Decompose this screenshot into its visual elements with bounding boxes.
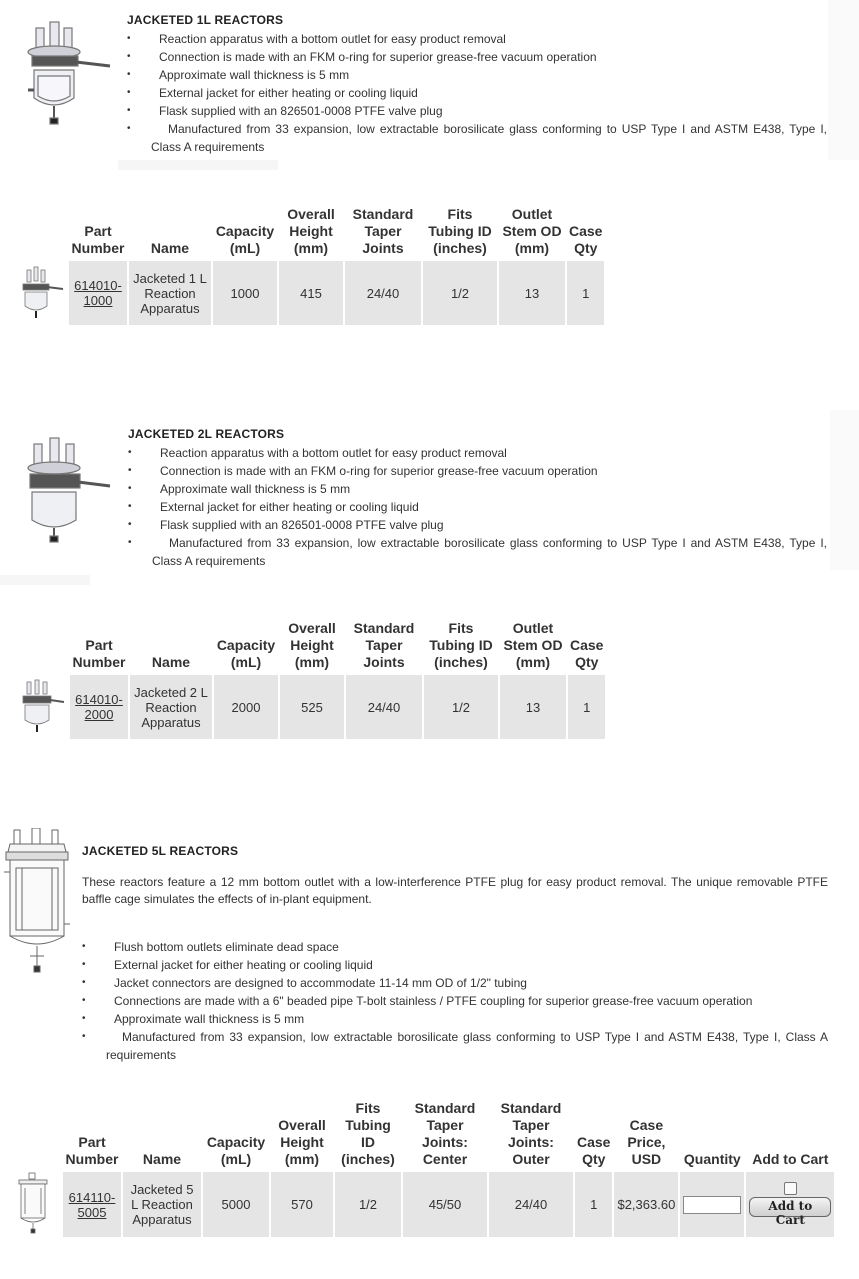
feature-item: • Reaction apparatus with a bottom outlet for easy product removal	[127, 32, 506, 46]
col-name: Name	[150, 240, 190, 256]
select-checkbox[interactable]	[784, 1182, 797, 1195]
add-to-cart-button[interactable]: Add to Cart	[749, 1197, 831, 1217]
quantity-input[interactable]	[683, 1196, 741, 1214]
reactor-1l-icon	[20, 18, 112, 130]
cell-tubing-id: 1/2	[335, 1172, 401, 1237]
col-capacity: Capacity (mL)	[206, 1134, 266, 1167]
cell-case-qty: 1	[567, 261, 604, 325]
col-outlet-od: Outlet Stem OD (mm)	[503, 620, 563, 670]
section-title-2l: JACKETED 2L REACTORS	[128, 427, 285, 441]
feature-item: • Connection is made with an FKM o-ring for superior grease-free vacuum operation	[128, 464, 598, 478]
col-capacity: Capacity (mL)	[215, 223, 275, 256]
cell-add-to-cart	[746, 1172, 834, 1237]
feature-item: • Manufactured from 33 expansion, low extractable borosilicate glass conforming to USP Type I and ASTM E438, Type I, Class A requirements	[127, 122, 827, 154]
col-overall-height: Overall Height (mm)	[288, 620, 336, 670]
part-number-link[interactable]: 614010-2000	[75, 692, 123, 722]
col-outlet-od: Outlet Stem OD (mm)	[502, 206, 562, 256]
row-thumbnail	[15, 261, 67, 325]
col-taper-center: Standard Taper Joints: Center	[414, 1100, 476, 1167]
feature-item: • Flush bottom outlets eliminate dead space	[82, 940, 339, 954]
cell-case-price: $2,363.60	[614, 1172, 678, 1237]
table-header-row	[15, 206, 604, 259]
cell-capacity: 1000	[213, 261, 277, 325]
feature-item: • External jacket for either heating or cooling liquid	[127, 86, 418, 100]
cell-name: Jacketed 1 L Reaction Apparatus	[129, 261, 211, 325]
reactor-5l-thumb-icon	[9, 1172, 59, 1234]
table-row	[15, 261, 604, 325]
part-number-link[interactable]: 614010-1000	[74, 278, 122, 308]
feature-item: • Connection is made with an FKM o-ring for superior grease-free vacuum operation	[127, 50, 597, 64]
feature-item: • Approximate wall thickness is 5 mm	[127, 68, 350, 82]
col-case-price: Case Price, USD	[627, 1117, 666, 1167]
feature-item: • Manufactured from 33 expansion, low extractable borosilicate glass conforming to USP Type I and ASTM E438, Type I, Class A requirements	[128, 536, 827, 568]
row-thumbnail	[7, 1172, 61, 1237]
cell-name: Jacketed 2 L Reaction Apparatus	[130, 675, 212, 739]
col-case-qty: Case Qty	[577, 1134, 611, 1167]
section-description-5l: These reactors feature a 12 mm bottom outlet with a low-interference PTFE plug for easy product removal. The unique removable PTFE baffle cage simulates the effects of in-plant equipment.	[82, 875, 828, 906]
col-taper-joints: Standard Taper Joints	[353, 620, 415, 670]
feature-item: • Flask supplied with an 826501-0008 PTFE valve plug	[128, 518, 444, 532]
cell-outlet-od: 13	[500, 675, 566, 739]
col-case-qty: Case Qty	[570, 637, 604, 670]
cell-name: Jacketed 5 L Reaction Apparatus	[123, 1172, 201, 1237]
cell-capacity: 2000	[214, 675, 278, 739]
col-quantity: Quantity	[683, 1151, 741, 1167]
table-header-row	[7, 1100, 834, 1170]
feature-list-2l	[128, 444, 827, 570]
product-image-1l	[20, 18, 112, 130]
col-part-number: Part Number	[72, 637, 126, 670]
reactor-2l-icon	[20, 436, 112, 546]
section-title-5l: JACKETED 5L REACTORS	[82, 844, 239, 858]
feature-item: • Jacket connectors are designed to accommodate 11-14 mm OD of 1/2" tubing	[82, 976, 527, 990]
col-name: Name	[151, 654, 191, 670]
section-title-1l: JACKETED 1L REACTORS	[127, 13, 284, 27]
col-name: Name	[142, 1151, 182, 1167]
cell-overall-height: 415	[279, 261, 343, 325]
cell-taper-center: 45/50	[403, 1172, 487, 1237]
cell-capacity: 5000	[203, 1172, 269, 1237]
part-number-link[interactable]: 614110-5005	[68, 1189, 116, 1220]
product-table-2l	[14, 618, 607, 741]
product-table-5l	[5, 1098, 836, 1239]
table-row	[7, 1172, 834, 1237]
col-part-number: Part Number	[65, 1134, 119, 1167]
feature-item: • Reaction apparatus with a bottom outlet for easy product removal	[128, 446, 507, 460]
feature-list-5l	[82, 938, 828, 1064]
col-taper-joints: Standard Taper Joints	[352, 206, 414, 256]
product-table-1l	[13, 204, 606, 327]
col-overall-height: Overall Height (mm)	[287, 206, 335, 256]
feature-item: • Approximate wall thickness is 5 mm	[128, 482, 351, 496]
table-header-row	[16, 620, 605, 673]
product-image-5l	[4, 828, 70, 974]
feature-item: • Connections are made with a 6" beaded pipe T-bolt stainless / PTFE coupling for superior grease-free vacuum operation	[82, 994, 753, 1008]
cell-quantity	[680, 1172, 744, 1237]
cell-taper-joints: 24/40	[345, 261, 421, 325]
feature-list-1l	[127, 30, 827, 156]
col-taper-outer: Standard Taper Joints: Outer	[500, 1100, 562, 1167]
cell-tubing-id: 1/2	[423, 261, 497, 325]
cell-overall-height: 525	[280, 675, 344, 739]
col-capacity: Capacity (mL)	[216, 637, 276, 670]
col-tubing-id: Fits Tubing ID (inches)	[341, 1100, 395, 1167]
feature-item: • Flask supplied with an 826501-0008 PTFE valve plug	[127, 104, 443, 118]
reactor-1l-thumb-icon	[17, 264, 65, 320]
feature-item: • Manufactured from 33 expansion, low extractable borosilicate glass conforming to USP Type I and ASTM E438, Type I, Class A requirements	[82, 1030, 828, 1062]
col-tubing-id: Fits Tubing ID (inches)	[429, 620, 493, 670]
cell-tubing-id: 1/2	[424, 675, 498, 739]
cell-overall-height: 570	[271, 1172, 333, 1237]
col-tubing-id: Fits Tubing ID (inches)	[428, 206, 492, 256]
cell-case-qty: 1	[568, 675, 605, 739]
reactor-5l-icon	[4, 828, 70, 974]
col-add-to-cart: Add to Cart	[752, 1151, 829, 1167]
col-part-number: Part Number	[71, 223, 125, 256]
feature-item: • External jacket for either heating or cooling liquid	[128, 500, 419, 514]
table-row	[16, 675, 605, 739]
cell-taper-joints: 24/40	[346, 675, 422, 739]
row-thumbnail	[16, 675, 68, 739]
reactor-2l-thumb-icon	[18, 678, 66, 734]
col-overall-height: Overall Height (mm)	[278, 1117, 326, 1167]
cell-case-qty: 1	[575, 1172, 612, 1237]
feature-item: • Approximate wall thickness is 5 mm	[82, 1012, 305, 1026]
feature-item: • External jacket for either heating or cooling liquid	[82, 958, 373, 972]
product-image-2l	[20, 436, 112, 546]
cell-taper-outer: 24/40	[489, 1172, 573, 1237]
col-case-qty: Case Qty	[569, 223, 603, 256]
cell-outlet-od: 13	[499, 261, 565, 325]
